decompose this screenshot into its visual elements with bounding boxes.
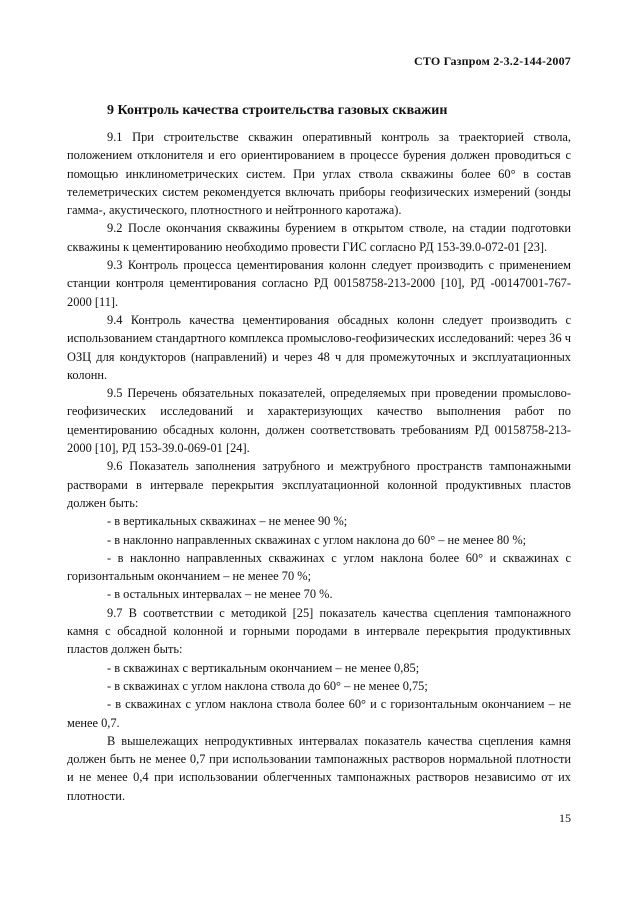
paragraph-9-7: 9.7 В соответствии с методикой [25] показатель качества сцепления тампонажного камня с обсадной колонной и горными породами в интервале перекрытия продуктивных пластов должен быть: [67,605,571,657]
paragraph-closing: В вышележащих непродуктивных интервалах показатель качества сцепления камня должен быть не менее 0,7 при использовании тампонажных растворов нормальной плотности и не менее 0,4 при использовании облегченных тампонажных растворов независимо от их плотности. [67,733,571,803]
section-title: 9 Контроль качества строительства газовых скважин [107,103,448,118]
list-item: - в наклонно направленных скважинах с углом наклона до 60° – не менее 80 %; [107,532,527,547]
page-number: 15 [559,811,571,825]
list-item: - в скважинах с углом наклона ствола до 60° – не менее 0,75; [107,678,428,693]
paragraph-9-2: 9.2 После окончания скважины бурением в открытом стволе, на стадии подготовки скважины к цементированию необходимо провести ГИС согласно РД 153-39.0-072-01 [23]. [67,221,571,254]
paragraph-9-1: 9.1 При строительстве скважин оперативный контроль за траекторией ствола, положением отклонителя и его ориентированием в процессе бурения должен проводиться с помощью инклинометрических систем. При углах ствола скважины более 60° в состав телеметрических систем рекомендуется включать приборы геофизических измерений (зонды гамма-, акустического, плотностного и нейтронного каротажа). [67,130,571,218]
list-item: - в скважинах с вертикальным окончанием – не менее 0,85; [107,660,420,675]
paragraph-9-5: 9.5 Перечень обязательных показателей, определяемых при проведении промыслово-геофизических исследований и характеризующих качество выполнения работ по цементированию обсадных колонн, должен соответствовать требованиям РД 00158758-213-2000 [10], РД 153-39.0-069-01 [24]. [67,386,571,456]
document-code-header: СТО Газпром 2-3.2-144-2007 [414,54,571,68]
list-item: - в наклонно направленных скважинах с углом наклона более 60° и скважинах с горизонтальным окончанием – не менее 70 %; [67,550,571,584]
list-item: - в вертикальных скважинах – не менее 90 %; [107,514,348,529]
list-item: - в скважинах с углом наклона ствола более 60° и с горизонтальным окончанием – не менее 0,7. [67,697,571,730]
paragraph-9-6: 9.6 Показатель заполнения затрубного и межтрубного пространств тампонажными растворами в интервале перекрытия эксплуатационной колонной продуктивных пластов должен быть: [67,459,571,510]
section-body [67,128,571,805]
paragraph-9-4: 9.4 Контроль качества цементирования обсадных колонн следует производить с использованием стандартного комплекса промыслово-геофизических исследований: через 36 ч ОЗЦ для кондукторов (направлений) и через 48 ч для промежуточных и эксплуатационных колонн. [67,312,571,382]
list-item: - в остальных интервалах – не менее 70 %. [107,587,333,602]
paragraph-9-3: 9.3 Контроль процесса цементирования колонн следует производить с применением станции контроля цементирования согласно РД 00158758-213-2000 [10], РД -00147001-767-2000 [11]. [67,258,571,309]
